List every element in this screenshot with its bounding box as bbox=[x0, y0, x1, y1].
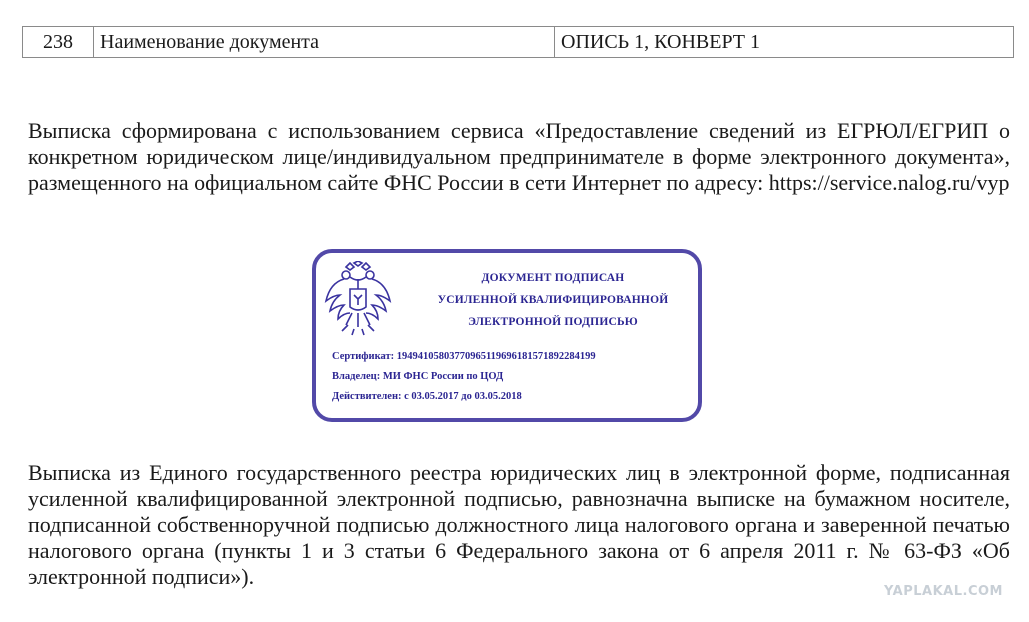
stamp-title-line3: ЭЛЕКТРОННОЙ ПОДПИСЬЮ bbox=[468, 316, 638, 328]
watermark: YAPLAKAL.COM bbox=[884, 584, 1003, 599]
stamp-validity: Действителен: с 03.05.2017 до 03.05.2018 bbox=[332, 391, 522, 402]
electronic-signature-stamp bbox=[312, 249, 702, 422]
double-headed-eagle-emblem bbox=[324, 261, 392, 339]
extract-source-paragraph: Выписка сформирована с использованием сервиса «Предоставление сведений из ЕГРЮЛ/ЕГРИП о конкретном юридическом лице/индивидуальном предпринимателе в форме электронного документа», размещенного на официальном сайте ФНС России в сети Интернет по адресу: https://service.nalog.ru/vyp bbox=[28, 118, 1010, 195]
stamp-owner: Владелец: МИ ФНС России по ЦОД bbox=[332, 371, 504, 382]
inventory-envelope: ОПИСЬ 1, КОНВЕРТ 1 bbox=[555, 27, 1014, 58]
stamp-title-line1: ДОКУМЕНТ ПОДПИСАН bbox=[481, 272, 625, 284]
header-row bbox=[23, 27, 1014, 58]
document-name-label: Наименование документа bbox=[94, 27, 555, 58]
document-number: 238 bbox=[23, 27, 94, 58]
document-header-table bbox=[22, 26, 1014, 58]
stamp-certificate: Сертификат: 194941058037709651196961815718922841​99 bbox=[332, 351, 596, 362]
legal-equivalence-paragraph: Выписка из Единого государственного реестра юридических лиц в электронной форме, подписанная усиленной квалифицированной электронной подписью, равнозначна выписке на бумажном носителе, подписанной собственноручной подписью должностного лица налогового органа и заверенной печатью налогового органа (пункты 1 и 3 статьи 6 Федерального закона от 6 апреля 2011 г. № 63-ФЗ «Об электронной подписи»). bbox=[28, 460, 1010, 589]
stamp-title-line2: УСИЛЕННОЙ КВАЛИФИЦИРОВАННОЙ bbox=[437, 294, 669, 306]
